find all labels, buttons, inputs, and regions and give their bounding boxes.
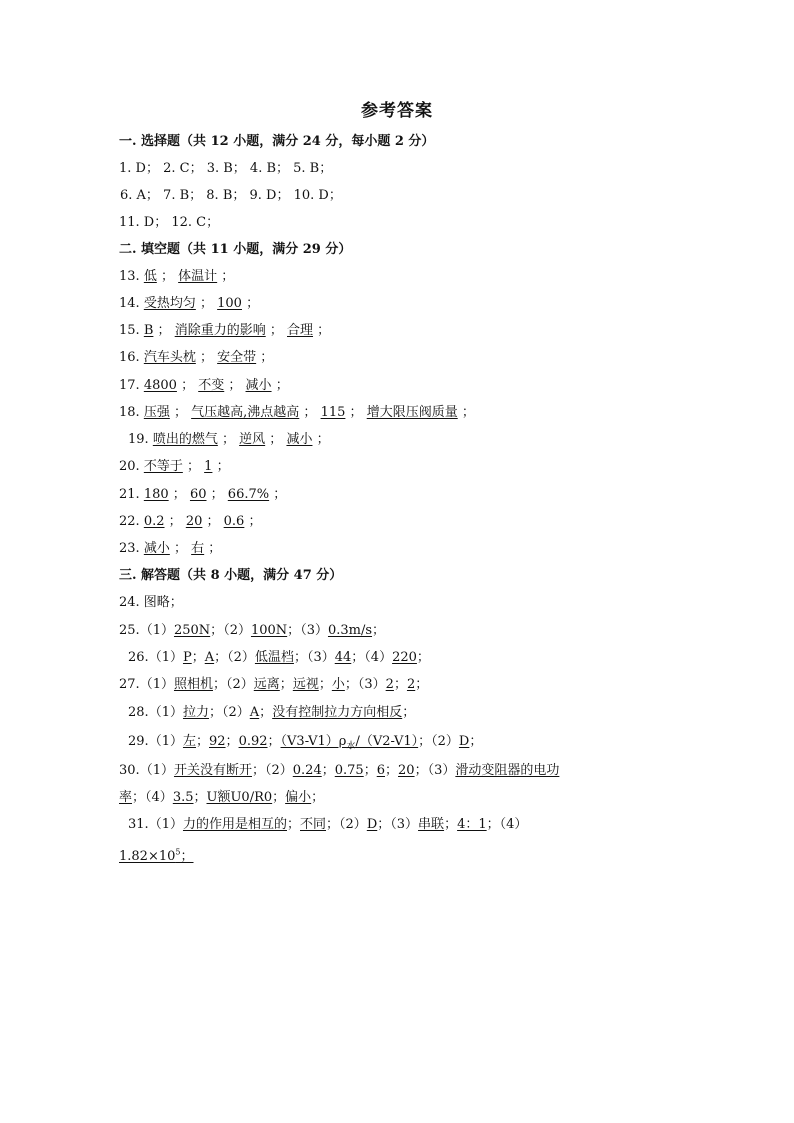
answer-blank: 250N bbox=[173, 623, 211, 638]
answer-blank-scientific bbox=[119, 849, 194, 864]
separator: ； bbox=[214, 650, 228, 665]
answer-blank: 远离 bbox=[253, 677, 280, 692]
separator: ； bbox=[199, 350, 213, 365]
answer-blank: 180 bbox=[143, 487, 169, 502]
separator: ； bbox=[173, 541, 187, 556]
number-mantissa: 1.82×10 bbox=[119, 849, 176, 865]
question-number: 31. bbox=[128, 817, 149, 832]
separator: ； bbox=[246, 296, 260, 311]
separator: ； bbox=[248, 514, 262, 529]
answer-q24: 24. 图略； bbox=[119, 595, 183, 610]
question-number: 16. bbox=[119, 350, 140, 365]
separator: ； bbox=[221, 432, 235, 447]
separator: ； bbox=[344, 677, 358, 692]
separator: ； bbox=[168, 514, 182, 529]
answer-blank: 减小 bbox=[245, 378, 272, 393]
answer-blank: 减小 bbox=[286, 432, 313, 447]
answer-blank: 逆风 bbox=[239, 432, 266, 447]
separator: ； bbox=[469, 734, 483, 749]
answer-q31-line-1 bbox=[128, 816, 527, 834]
answer-blank: 力的作用是相互的 bbox=[182, 817, 287, 832]
separator: ； bbox=[377, 817, 391, 832]
answer-q30-line-2 bbox=[119, 789, 324, 807]
mc-answers-row-3: 11. D； 12. C； bbox=[119, 215, 220, 230]
separator: ； bbox=[349, 405, 363, 420]
formula-subscript: 水 bbox=[346, 741, 356, 752]
answer-blank: 照相机 bbox=[173, 677, 213, 692]
part-label: （2） bbox=[431, 734, 459, 749]
answer-blank: A bbox=[249, 705, 260, 720]
question-number: 19. bbox=[128, 432, 149, 447]
answer-blank: 2 bbox=[385, 677, 394, 692]
answer-blank: 滑动变阻器的电功 bbox=[455, 763, 560, 778]
part-label: （2） bbox=[339, 817, 367, 832]
separator: ； bbox=[191, 650, 205, 665]
answer-blank: 拉力 bbox=[182, 705, 209, 720]
separator: ； bbox=[172, 487, 186, 502]
separator: ； bbox=[251, 763, 265, 778]
separator: ； bbox=[363, 763, 377, 778]
formula-part: （V3-V1）ρ bbox=[280, 734, 347, 749]
separator: ； bbox=[221, 269, 235, 284]
part-label: （4） bbox=[145, 790, 173, 805]
answer-blank: 受热均匀 bbox=[143, 296, 196, 311]
answer-blank: 60 bbox=[189, 487, 207, 502]
answer-blank: 压强 bbox=[143, 405, 170, 420]
separator: ； bbox=[393, 677, 407, 692]
answer-blank: 0.24 bbox=[292, 763, 322, 778]
answer-blank: 不同 bbox=[300, 817, 327, 832]
separator: ； bbox=[269, 432, 283, 447]
answer-blank: 消除重力的影响 bbox=[174, 323, 266, 338]
part-label: （1） bbox=[139, 763, 174, 778]
formula-part: /（V2-V1） bbox=[355, 734, 419, 749]
separator: ； bbox=[195, 734, 209, 749]
separator: ； bbox=[293, 650, 307, 665]
separator: ； bbox=[260, 350, 274, 365]
separator: ； bbox=[273, 487, 287, 502]
answer-blank: 开关没有断开 bbox=[173, 763, 252, 778]
part-label: （3） bbox=[427, 763, 456, 778]
separator: ； bbox=[210, 623, 224, 638]
question-number: 13. bbox=[119, 269, 140, 284]
answer-blank: 1 bbox=[204, 459, 213, 474]
answer-blank: 喷出的燃气 bbox=[152, 432, 218, 447]
answer-blank: 偏小 bbox=[285, 790, 312, 805]
part-label: （2） bbox=[223, 623, 251, 638]
answer-blank: 100 bbox=[217, 296, 242, 311]
separator: ； bbox=[225, 734, 239, 749]
part-label: （1） bbox=[139, 623, 174, 638]
answer-blank: 0.92 bbox=[238, 734, 268, 749]
answer-blank: 减小 bbox=[143, 541, 170, 556]
answer-q31-line-2 bbox=[119, 844, 194, 866]
answer-blank: 0.2 bbox=[143, 514, 165, 529]
separator: ； bbox=[180, 849, 194, 865]
page-title: 参考答案 bbox=[361, 101, 433, 121]
answer-q20 bbox=[119, 458, 230, 476]
answer-q29 bbox=[128, 733, 482, 756]
answer-blank: 20 bbox=[398, 763, 415, 778]
answer-blank: 0.3m/s bbox=[327, 623, 373, 638]
separator: ； bbox=[385, 763, 399, 778]
separator: ； bbox=[206, 514, 220, 529]
answer-blank: 远视 bbox=[292, 677, 319, 692]
question-number: 21. bbox=[119, 487, 140, 502]
answer-blank: 右 bbox=[191, 541, 205, 556]
answer-blank: 0.6 bbox=[223, 514, 245, 529]
answer-blank: 不变 bbox=[198, 378, 225, 393]
separator: ； bbox=[486, 817, 500, 832]
part-label: （1） bbox=[148, 650, 183, 665]
answer-blank: 体温计 bbox=[178, 269, 218, 284]
separator: ； bbox=[157, 323, 171, 338]
separator: ； bbox=[173, 405, 187, 420]
part-label: （4） bbox=[364, 650, 393, 665]
answer-q28 bbox=[128, 704, 415, 722]
separator: ； bbox=[287, 623, 301, 638]
separator: ； bbox=[321, 763, 335, 778]
section-heading-multiple-choice: 一. 选择题（共 12 小题，满分 24 分，每小题 2 分） bbox=[119, 134, 435, 149]
answer-q23 bbox=[119, 540, 221, 558]
answer-q25 bbox=[119, 622, 385, 640]
mc-answers-row-2: 6. A； 7. B； 8. B； 9. D； 10. D； bbox=[120, 188, 342, 203]
separator: ； bbox=[316, 432, 330, 447]
separator: ； bbox=[311, 790, 325, 805]
answer-blank: 不等于 bbox=[143, 459, 183, 474]
answer-q26 bbox=[128, 649, 430, 667]
answer-blank: 115 bbox=[320, 405, 346, 420]
answer-blank: D bbox=[366, 817, 378, 832]
separator: ； bbox=[208, 541, 222, 556]
answer-blank: 低温档 bbox=[254, 650, 294, 665]
answer-blank: 6 bbox=[376, 763, 385, 778]
separator: ； bbox=[402, 705, 416, 720]
separator: ； bbox=[318, 677, 332, 692]
separator: ； bbox=[228, 378, 242, 393]
separator: ； bbox=[317, 323, 331, 338]
part-label: （2） bbox=[222, 705, 250, 720]
separator: ； bbox=[132, 790, 146, 805]
separator: ； bbox=[326, 817, 340, 832]
answer-q17 bbox=[119, 377, 289, 395]
answer-blank: 安全带 bbox=[217, 350, 257, 365]
separator: ； bbox=[216, 459, 230, 474]
answer-blank: 汽车头枕 bbox=[143, 350, 196, 365]
question-number: 15. bbox=[119, 323, 140, 338]
separator: ； bbox=[418, 734, 432, 749]
separator: ； bbox=[193, 790, 207, 805]
separator: ； bbox=[212, 677, 226, 692]
answer-blank: 增大限压阀质量 bbox=[366, 405, 458, 420]
question-number: 26. bbox=[128, 650, 149, 665]
answer-blank: 66.7% bbox=[227, 487, 270, 502]
answer-q19 bbox=[128, 431, 330, 449]
separator: ； bbox=[444, 817, 458, 832]
answer-blank: U额U0/R0 bbox=[206, 790, 273, 805]
answer-blank: B bbox=[143, 323, 154, 338]
answer-blank-formula bbox=[280, 734, 419, 752]
answer-blank: D bbox=[458, 734, 470, 749]
answer-q13 bbox=[119, 268, 234, 286]
answer-q21 bbox=[119, 486, 286, 504]
separator: ； bbox=[416, 650, 430, 665]
answer-q30-line-1 bbox=[119, 762, 559, 780]
part-label: （1） bbox=[148, 734, 183, 749]
answer-q27 bbox=[119, 676, 428, 694]
part-label: （3） bbox=[300, 623, 328, 638]
question-number: 18. bbox=[119, 405, 140, 420]
separator: ； bbox=[303, 405, 317, 420]
separator: ； bbox=[461, 405, 475, 420]
answer-blank: 4800 bbox=[143, 378, 177, 393]
question-number: 17. bbox=[119, 378, 140, 393]
answer-blank: 0.75 bbox=[334, 763, 364, 778]
question-number: 28. bbox=[128, 705, 149, 720]
section-heading-fill-in: 二. 填空题（共 11 小题，满分 29 分） bbox=[119, 242, 352, 257]
answer-blank: 合理 bbox=[287, 323, 314, 338]
part-label: （3） bbox=[357, 677, 386, 692]
section-heading-problem-solving: 三. 解答题（共 8 小题，满分 47 分） bbox=[119, 568, 343, 583]
separator: ； bbox=[279, 677, 293, 692]
separator: ； bbox=[269, 323, 283, 338]
part-label: （2） bbox=[226, 677, 254, 692]
exponent: 5 bbox=[175, 848, 181, 857]
question-number: 30. bbox=[119, 763, 140, 778]
answer-blank: 2 bbox=[406, 677, 416, 692]
part-label: （1） bbox=[148, 817, 183, 832]
answer-blank: 220 bbox=[392, 650, 417, 665]
separator: ； bbox=[259, 705, 273, 720]
separator: ； bbox=[415, 677, 429, 692]
separator: ； bbox=[181, 378, 195, 393]
separator: ； bbox=[267, 734, 281, 749]
separator: ； bbox=[286, 817, 300, 832]
answer-q14 bbox=[119, 295, 259, 313]
part-label: （3） bbox=[390, 817, 419, 832]
answer-blank: A bbox=[204, 650, 215, 665]
question-number: 20. bbox=[119, 459, 140, 474]
question-number: 27. bbox=[119, 677, 140, 692]
answer-blank: 小 bbox=[331, 677, 345, 692]
separator: ； bbox=[208, 705, 222, 720]
part-label: （1） bbox=[148, 705, 183, 720]
question-number: 22. bbox=[119, 514, 140, 529]
part-label: （4） bbox=[499, 817, 528, 832]
question-number: 25. bbox=[119, 623, 140, 638]
separator: ； bbox=[199, 296, 213, 311]
answer-blank: P bbox=[182, 650, 192, 665]
separator: ； bbox=[272, 790, 286, 805]
answer-q15 bbox=[119, 322, 330, 340]
part-label: （1） bbox=[139, 677, 174, 692]
part-label: （2） bbox=[227, 650, 255, 665]
part-label: （2） bbox=[265, 763, 293, 778]
question-number: 23. bbox=[119, 541, 140, 556]
answer-blank: 串联 bbox=[418, 817, 445, 832]
answer-blank: 气压越高,沸点越高 bbox=[191, 405, 300, 420]
answer-q22 bbox=[119, 513, 262, 531]
question-number: 14. bbox=[119, 296, 140, 311]
answer-blank: 率 bbox=[119, 790, 133, 805]
answer-blank: 44 bbox=[334, 650, 352, 665]
part-label: （3） bbox=[306, 650, 335, 665]
answer-blank: 100N bbox=[250, 623, 288, 638]
answer-blank: 20 bbox=[185, 514, 203, 529]
mc-answers-row-1: 1. D； 2. C； 3. B； 4. B； 5. B； bbox=[119, 161, 333, 176]
separator: ； bbox=[210, 487, 224, 502]
separator: ； bbox=[160, 269, 174, 284]
answer-blank: 没有控制拉力方向相反 bbox=[272, 705, 403, 720]
separator: ； bbox=[186, 459, 200, 474]
answer-blank: 4：1 bbox=[457, 817, 487, 832]
answer-blank: 92 bbox=[209, 734, 226, 749]
separator: ； bbox=[414, 763, 428, 778]
answer-q18 bbox=[119, 404, 475, 422]
answer-blank: 3.5 bbox=[172, 790, 194, 805]
answer-blank: 低 bbox=[143, 269, 157, 284]
question-number: 29. bbox=[128, 734, 149, 749]
separator: ； bbox=[275, 378, 289, 393]
separator: ； bbox=[351, 650, 365, 665]
answer-q16 bbox=[119, 349, 273, 367]
separator: ； bbox=[372, 623, 386, 638]
answer-blank: 左 bbox=[182, 734, 196, 749]
